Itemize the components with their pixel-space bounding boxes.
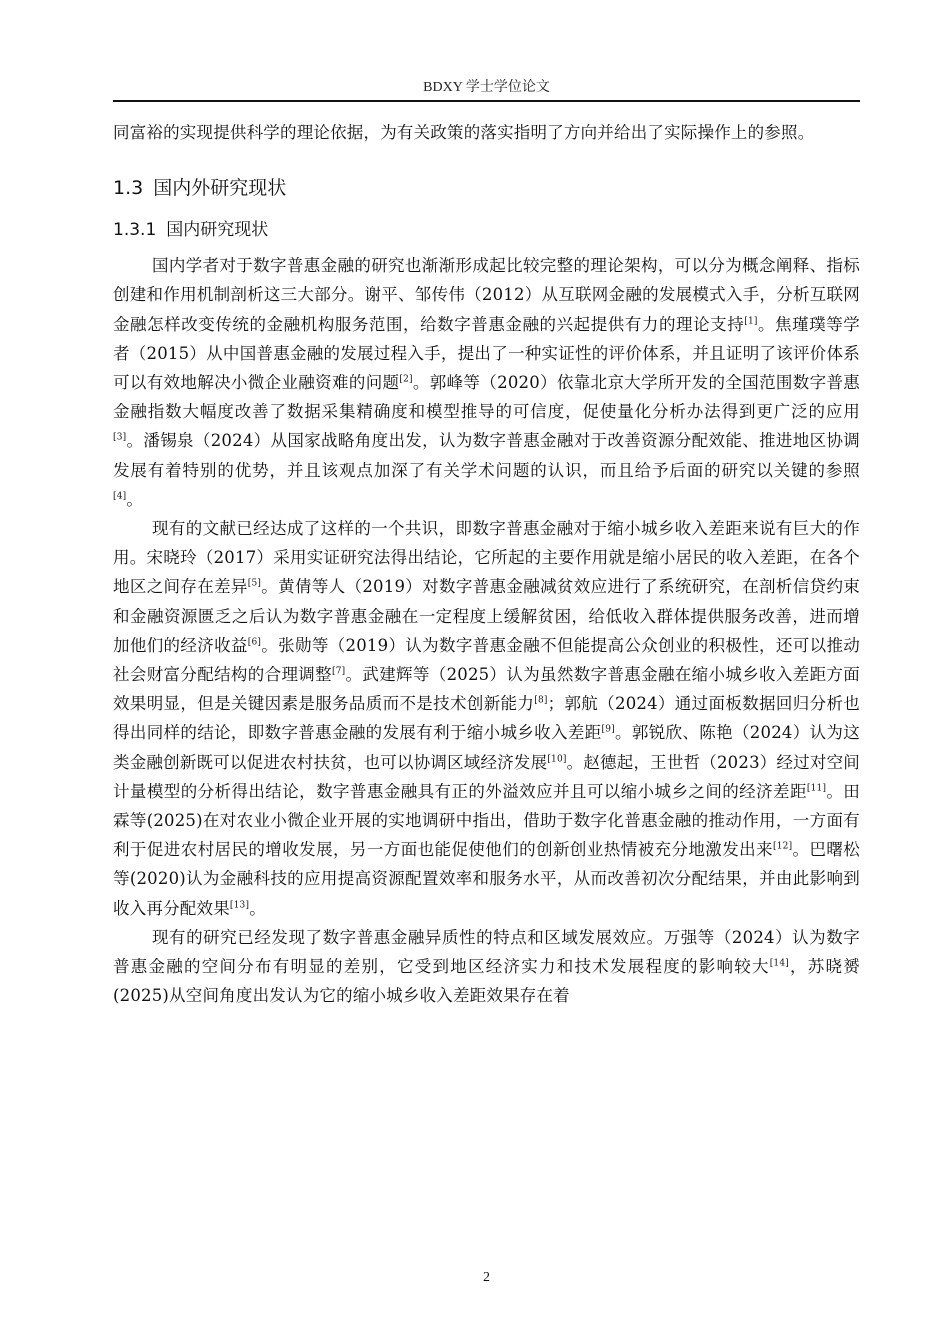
text-run: 。焦瑾璞等学者（2015）从中国普惠金融的发展过程入手，提出了一种实证性的评价体系，并且证明了该评价体系可以有效地解决小微企业融资难的问题 — [113, 314, 860, 393]
subsection-number: 1.3.1 — [113, 220, 157, 241]
citation-ref: [13] — [229, 900, 250, 911]
header-rule — [113, 100, 860, 102]
text-run: 国内学者对于数字普惠金融的研究也渐渐形成起比较完整的理论架构，可以分为概念阐释、指标创建和作用机制剖析这三大部分。谢平、邹传伟（2012）从互联网金融的发展模式入手，分析互联网金融怎样改变传统的金融机构服务范围，给数字普惠金融的兴起提供有力的理论支持 — [113, 256, 860, 334]
text-run: 。张勋等（2019）认为数字普惠金融不但能提高公众创业的积极性，还可以推动社会财富分配结构的合理调整 — [113, 635, 860, 685]
body-paragraph-3 — [113, 923, 860, 1011]
citation-ref: [11] — [806, 783, 827, 794]
running-header: BDXY 学士学位论文 — [423, 80, 550, 95]
page-number: 2 — [483, 1270, 490, 1285]
text-run: 。巴曙松等(2020)认为金融科技的应用提高资源配置效率和服务水平，从而改善初次分配结果，并由此影响到收入再分配效果 — [113, 840, 860, 918]
text-run: 现有的文献已经达成了这样的一个共识，即数字普惠金融对于缩小城乡收入差距来说有巨大的作用。宋晓玲（2017）采用实证研究法得出结论，它所起的主要作用就是缩小居民的收入差距，在各个地区之间存在差异 — [113, 519, 860, 597]
text-run: 。田霖等(2025)在对农业小微企业开展的实地调研中指出，借助于数字化普惠金融的推动作用，一方面有利于促进农村居民的增收发展，另一方面也能促使他们的创新创业热情被充分地激发出来 — [113, 781, 861, 860]
body-paragraph-2 — [113, 514, 860, 923]
text-run: 。黄倩等人（2019）对数字普惠金融减贫效应进行了系统研究，在剖析信贷约束和金融资源匮乏之后认为数字普惠金融在一定程度上缓解贫困，给低收入群体提供服务改善，进而增加他们的经济收益 — [113, 577, 860, 655]
citation-ref: [12] — [773, 841, 793, 852]
section-number: 1.3 — [113, 177, 144, 200]
text-run: 。赵德起，王世哲（2023）经过对空间计量模型的分析得出结论，数字普惠金融具有正的外溢效应并且可以缩小城乡之间的经济差距 — [113, 752, 860, 801]
citation-ref: [6] — [247, 637, 262, 648]
text-run: 现有的研究已经发现了数字普惠金融异质性的特点和区域发展效应。万强等（2024）认为数字普惠金融的空间分布有明显的差别，它受到地区经济实力和技术发展程度的影响较大 — [113, 927, 860, 977]
citation-ref: [5] — [247, 578, 262, 589]
intro-paragraph: 同富裕的实现提供科学的理论依据，为有关政策的落实指明了方向并给出了实际操作上的参照。 — [113, 123, 815, 142]
section-title: 国内外研究现状 — [153, 177, 287, 200]
body-paragraph-1 — [113, 251, 860, 514]
text-run: 。潘锡泉（2024）从国家战略角度出发，认为数字普惠金融对于改善资源分配效能、推进地区协调发展有着特别的优势，并且该观点加深了有关学术问题的认识，而且给予后面的研究以关键的参照 — [113, 431, 860, 480]
subsection-heading — [113, 216, 860, 244]
text-run: 。郭锐欣、陈艳（2024）认为这类金融创新既可以促进农村扶贫，也可以协调区域经济发展 — [113, 723, 860, 772]
citation-ref: [9] — [601, 724, 615, 735]
citation-ref: [1] — [744, 316, 758, 327]
text-run: ，苏晓赟(2025)从空间角度出发认为它的缩小城乡收入差距效果存在着 — [113, 957, 860, 1006]
citation-ref: [10] — [547, 754, 567, 765]
citation-ref: [14] — [769, 958, 789, 969]
subsection-title: 国内研究现状 — [166, 220, 269, 241]
section-heading — [113, 173, 860, 203]
text-run: ；郭航（2024）通过面板数据回归分析也得出同样的结论，即数字普惠金融的发展有利于缩小城乡收入差距 — [113, 694, 860, 743]
citation-ref: [3] — [113, 432, 127, 443]
citation-ref: [2] — [399, 374, 413, 385]
text-run: 。武建辉等（2025）认为虽然数字普惠金融在缩小城乡收入差距方面效果明显，但是关键因素是服务品质而不是技术创新能力 — [113, 665, 860, 714]
text-run: 。 — [126, 489, 144, 509]
text-run: 。郭峰等（2020）依靠北京大学所开发的全国范围数字普惠金融指数大幅度改善了数据采集精确度和模型推导的可信度，促使量化分析办法得到更广泛的应用 — [113, 373, 860, 422]
citation-ref: [4] — [113, 491, 127, 502]
citation-ref: [7] — [332, 666, 346, 677]
page-body — [113, 118, 860, 1010]
text-run: 。 — [249, 898, 266, 918]
citation-ref: [8] — [534, 695, 548, 706]
